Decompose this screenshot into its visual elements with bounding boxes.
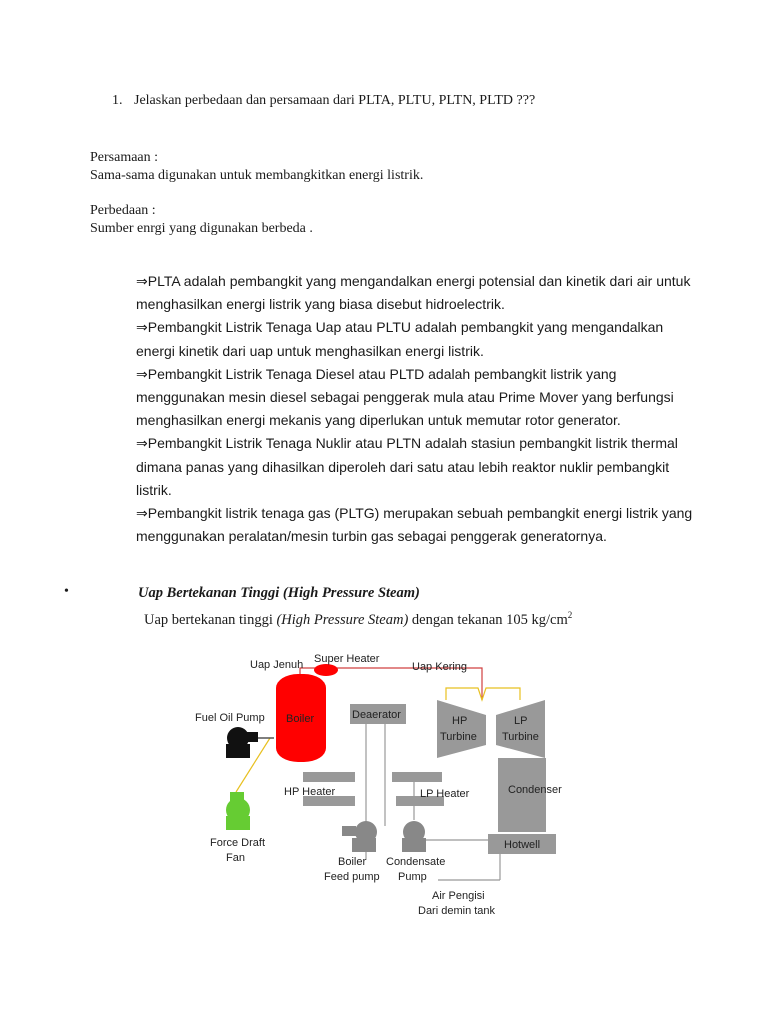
label-boiler: Boiler: [286, 713, 315, 725]
turbine-feed-line: [446, 688, 520, 700]
point-pltd: ⇒Pembangkit Listrik Tenaga Diesel atau PLTD adalah pembangkit listrik yang menggunakan mesin diesel sebagai penggerak mula atau Prime Mover yang berfungsi menghasilkan energi mekanis yang diperlukan untuk memutar rotor generator.: [136, 365, 674, 429]
fuel-pump-base: [226, 744, 250, 758]
question-number: 1.: [112, 93, 123, 108]
point-pltn: ⇒Pembangkit Listrik Tenaga Nuklir atau PLTN adalah stasiun pembangkit listrik thermal dimana panas yang dihasilkan diperoleh dari satu atau lebih reaktor nuklir pembangkit listrik.: [136, 435, 678, 498]
subtitle-sup: 2: [567, 610, 573, 620]
label-hp-turbine-1: HP: [452, 715, 468, 727]
label-super-heater: Super Heater: [314, 653, 380, 665]
hp-turbine-shape: [437, 700, 486, 758]
subtitle-prefix: Uap bertekanan tinggi: [144, 612, 277, 628]
section-title: Uap Bertekanan Tinggi (High Pressure Steam): [138, 585, 420, 601]
label-hp-turbine-2: Turbine: [440, 731, 477, 743]
condensate-pump-base: [402, 838, 426, 852]
similarity-text: Sama-sama digunakan untuk membangkitkan energi listrik.: [90, 168, 424, 183]
label-hp-heater: HP Heater: [284, 786, 336, 798]
label-uap-jenuh: Uap Jenuh: [250, 659, 304, 671]
fuel-pump-outlet: [246, 732, 258, 742]
similarity-title: Persamaan :: [90, 150, 159, 165]
label-force-draft-1: Force Draft: [210, 837, 266, 849]
difference-text: Sumber enrgi yang digunakan berbeda .: [90, 221, 313, 236]
label-lp-heater: LP Heater: [420, 788, 470, 800]
label-condenser: Condenser: [508, 784, 562, 796]
label-hotwell: Hotwell: [504, 839, 541, 851]
label-lp-turbine-1: LP: [514, 715, 528, 727]
label-boiler-feed-1: Boiler: [338, 856, 367, 868]
fan-base: [226, 816, 250, 830]
label-fuel-oil-pump: Fuel Oil Pump: [195, 712, 265, 724]
label-deaerator: Deaerator: [352, 709, 401, 721]
lp-turbine-shape: [496, 700, 545, 758]
label-force-draft-2: Fan: [226, 852, 245, 864]
difference-title: Perbedaan :: [90, 203, 156, 218]
point-plta: ⇒PLTA adalah pembangkit yang mengandalkan energi potensial dan kinetik dari air untuk menghasilkan energi listrik yang biasa disebut hidroelectrik.: [136, 273, 691, 313]
point-pltu: ⇒Pembangkit Listrik Tenaga Uap atau PLTU adalah pembangkit yang mengandalkan energi kinetik dari uap untuk menghasilkan energi listrik.: [136, 319, 664, 359]
label-air-pengisi-1: Air Pengisi: [432, 890, 485, 902]
label-boiler-feed-2: Feed pump: [324, 871, 380, 883]
point-pltg: ⇒Pembangkit listrik tenaga gas (PLTG) merupakan sebuah pembangkit energi listrik yang menggunakan peralatan/mesin turbin gas sebagai penggerak generatornya.: [136, 505, 693, 545]
feed-pump-outlet: [342, 826, 356, 836]
subtitle-italic: (High Pressure Steam): [276, 612, 409, 628]
lp-heater-top: [392, 772, 442, 782]
fan-inlet: [230, 792, 244, 804]
subtitle-middle: dengan tekanan 105 kg/cm: [408, 612, 568, 628]
label-condensate-1: Condensate: [386, 856, 446, 868]
question-text: Jelaskan perbedaan dan persamaan dari PLTA, PLTU, PLTN, PLTD ???: [134, 93, 536, 108]
label-lp-turbine-2: Turbine: [502, 731, 539, 743]
feed-pump-base: [352, 838, 376, 852]
label-condensate-2: Pump: [398, 871, 427, 883]
super-heater-shape: [314, 664, 338, 676]
hp-heater-top: [303, 772, 355, 782]
label-air-pengisi-2: Dari demin tank: [418, 905, 496, 917]
label-uap-kering: Uap Kering: [412, 661, 468, 673]
section-bullet: •: [64, 584, 69, 599]
